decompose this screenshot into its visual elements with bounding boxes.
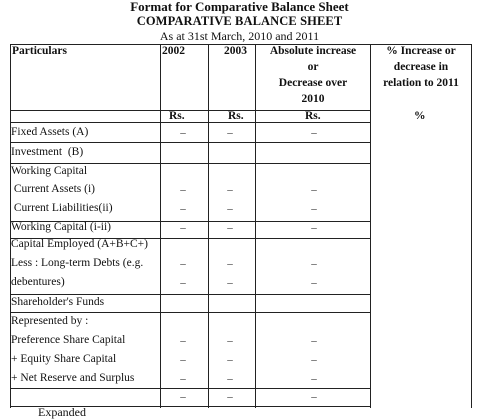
row-label: debentures): [11, 276, 65, 288]
row-label: Current Assets (i): [11, 183, 96, 195]
col-pct-left-border: [370, 44, 371, 408]
footer-fragment: Expanded: [38, 405, 86, 419]
col-2003-left-border: [208, 44, 209, 408]
row-label: Fixed Assets (A): [11, 126, 89, 138]
dash-placeholder: –: [227, 258, 233, 270]
row-border: [10, 142, 370, 143]
dash-placeholder: –: [311, 391, 317, 403]
statement-title: COMPARATIVE BALANCE SHEET: [136, 14, 343, 28]
table-right-border: [471, 44, 472, 408]
row-label: Shareholder's Funds: [11, 296, 105, 308]
dash-placeholder: –: [180, 391, 186, 403]
header-2003: 2003: [224, 45, 247, 57]
header-2002: 2002: [162, 45, 185, 57]
dash-placeholder: –: [227, 222, 233, 234]
row-label: Working Capital (i-ii): [11, 221, 111, 233]
row-label: Investment (B): [11, 146, 84, 158]
row-label: + Net Reserve and Surplus: [11, 372, 135, 384]
dash-placeholder: –: [180, 184, 186, 196]
dash-placeholder: –: [227, 391, 233, 403]
row-label: Represented by :: [11, 315, 89, 327]
dash-placeholder: –: [227, 277, 233, 289]
col-2002-left-border: [160, 44, 161, 408]
dash-placeholder: –: [180, 127, 186, 139]
page-title: Format for Comparative Balance Sheet: [130, 0, 349, 14]
dash-placeholder: –: [227, 373, 233, 385]
row-border: [10, 312, 370, 313]
dash-placeholder: –: [180, 373, 186, 385]
row-border: [10, 388, 370, 389]
dash-placeholder: –: [311, 373, 317, 385]
header-absolute-change-line1: Absolute increase: [269, 45, 357, 57]
dash-placeholder: –: [227, 127, 233, 139]
row-label: Capital Employed (A+B+C+): [11, 238, 148, 250]
dash-placeholder: –: [180, 203, 186, 215]
dash-placeholder: –: [180, 335, 186, 347]
header-absolute-change-line2: or: [307, 61, 319, 73]
row-label: Preference Share Capital: [11, 334, 126, 346]
dash-placeholder: –: [180, 277, 186, 289]
row-border: [10, 163, 370, 164]
unit-2003: Rs.: [228, 110, 244, 122]
row-label: Less : Long-term Debts (e.g.: [11, 257, 144, 269]
dash-placeholder: –: [311, 354, 317, 366]
row-label: Current Liabilities(ii): [11, 202, 113, 214]
header-particulars: Particulars: [12, 45, 67, 57]
dash-placeholder: –: [227, 184, 233, 196]
header-absolute-change-line4: 2010: [301, 93, 325, 105]
unit-2002: Rs.: [169, 110, 185, 122]
dash-placeholder: –: [311, 203, 317, 215]
dash-placeholder: –: [311, 184, 317, 196]
row-label: Working Capital: [11, 165, 88, 177]
dash-placeholder: –: [311, 335, 317, 347]
header-percent-change-line1: % Increase or: [386, 45, 456, 57]
dash-placeholder: –: [311, 277, 317, 289]
unit-absolute: Rs.: [305, 110, 321, 122]
header-percent-change-line2: decrease in: [393, 61, 449, 73]
dash-placeholder: –: [180, 354, 186, 366]
statement-date: As at 31st March, 2010 and 2011: [159, 29, 320, 43]
header-percent-change-line3: relation to 2011: [383, 77, 459, 89]
dash-placeholder: –: [227, 335, 233, 347]
dash-placeholder: –: [311, 127, 317, 139]
dash-placeholder: –: [180, 258, 186, 270]
row-border: [10, 294, 370, 295]
unit-percent: %: [414, 110, 426, 122]
dash-placeholder: –: [227, 203, 233, 215]
dash-placeholder: –: [311, 258, 317, 270]
row-label: + Equity Share Capital: [11, 353, 117, 365]
header-absolute-change-line3: Decrease over: [278, 77, 348, 89]
dash-placeholder: –: [180, 222, 186, 234]
dash-placeholder: –: [227, 354, 233, 366]
dash-placeholder: –: [311, 222, 317, 234]
